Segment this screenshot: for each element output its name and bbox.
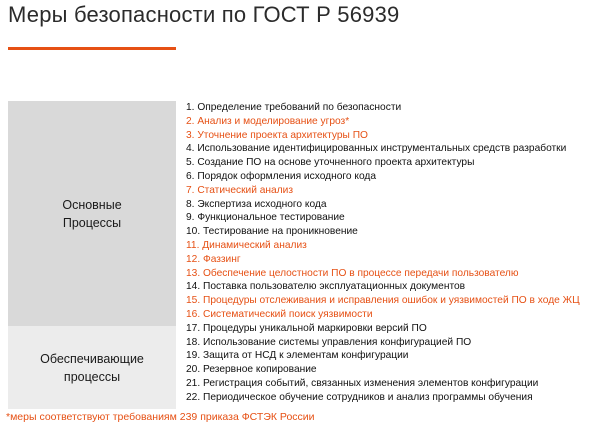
measure-item: 7. Статический анализ: [186, 184, 294, 196]
category-label-line: процессы: [63, 369, 121, 384]
measure-item: 6. Порядок оформления исходного кода: [186, 170, 376, 182]
footnote: *меры соответствуют требованиям 239 приказа ФСТЭК России: [6, 411, 315, 423]
category-basic-processes: [8, 101, 176, 326]
measure-item: 12. Фаззинг: [186, 253, 241, 265]
security-measures-list: [186, 101, 580, 405]
measure-item: 16. Систематический поиск уязвимости: [186, 308, 373, 320]
category-label-line: Процессы: [62, 215, 122, 230]
measure-item: 1. Определение требований по безопасности: [186, 102, 402, 113]
measure-item: 5. Создание ПО на основе уточненного проекта архитектуры: [186, 157, 475, 169]
category-label-line: Обеспечивающие: [40, 351, 144, 366]
category-label-line: Основные: [62, 197, 122, 212]
measure-item: 3. Уточнение проекта архитектуры ПО: [186, 129, 368, 141]
measure-item: 2. Анализ и моделирование угроз*: [186, 115, 350, 127]
title-underline: [8, 47, 176, 50]
measure-item: 19. Защита от НСД к элементам конфигурации: [186, 350, 409, 362]
page-title: Меры безопасности по ГОСТ Р 56939: [8, 2, 400, 27]
measure-item: 22. Периодическое обучение сотрудников и анализ программы обучения: [186, 391, 533, 403]
measure-item: 9. Функциональное тестирование: [186, 212, 345, 224]
measure-item: 10. Тестирование на проникновение: [186, 226, 358, 238]
measure-item: 13. Обеспечение целостности ПО в процессе передачи пользователю: [186, 267, 519, 279]
measure-item: 11. Динамический анализ: [186, 239, 307, 251]
measure-item: 14. Поставка пользователю эксплуатационных документов: [186, 281, 466, 293]
measure-item: 15. Процедуры отслеживания и исправления ошибок и уязвимостей ПО в ходе ЖЦ: [186, 295, 580, 307]
category-support-processes: [8, 326, 176, 409]
measure-item: 21. Регистрация событий, связанных изменения элементов конфигурации: [186, 377, 539, 389]
measure-item: 17. Процедуры уникальной маркировки версий ПО: [186, 322, 427, 334]
measure-item: 20. Резервное копирование: [186, 364, 317, 376]
measure-item: 8. Экспертиза исходного кода: [186, 198, 327, 210]
measure-item: 4. Использование идентифицированных инструментальных средств разработки: [186, 143, 567, 155]
measure-item: 18. Использование системы управления конфигурацией ПО: [186, 336, 472, 348]
